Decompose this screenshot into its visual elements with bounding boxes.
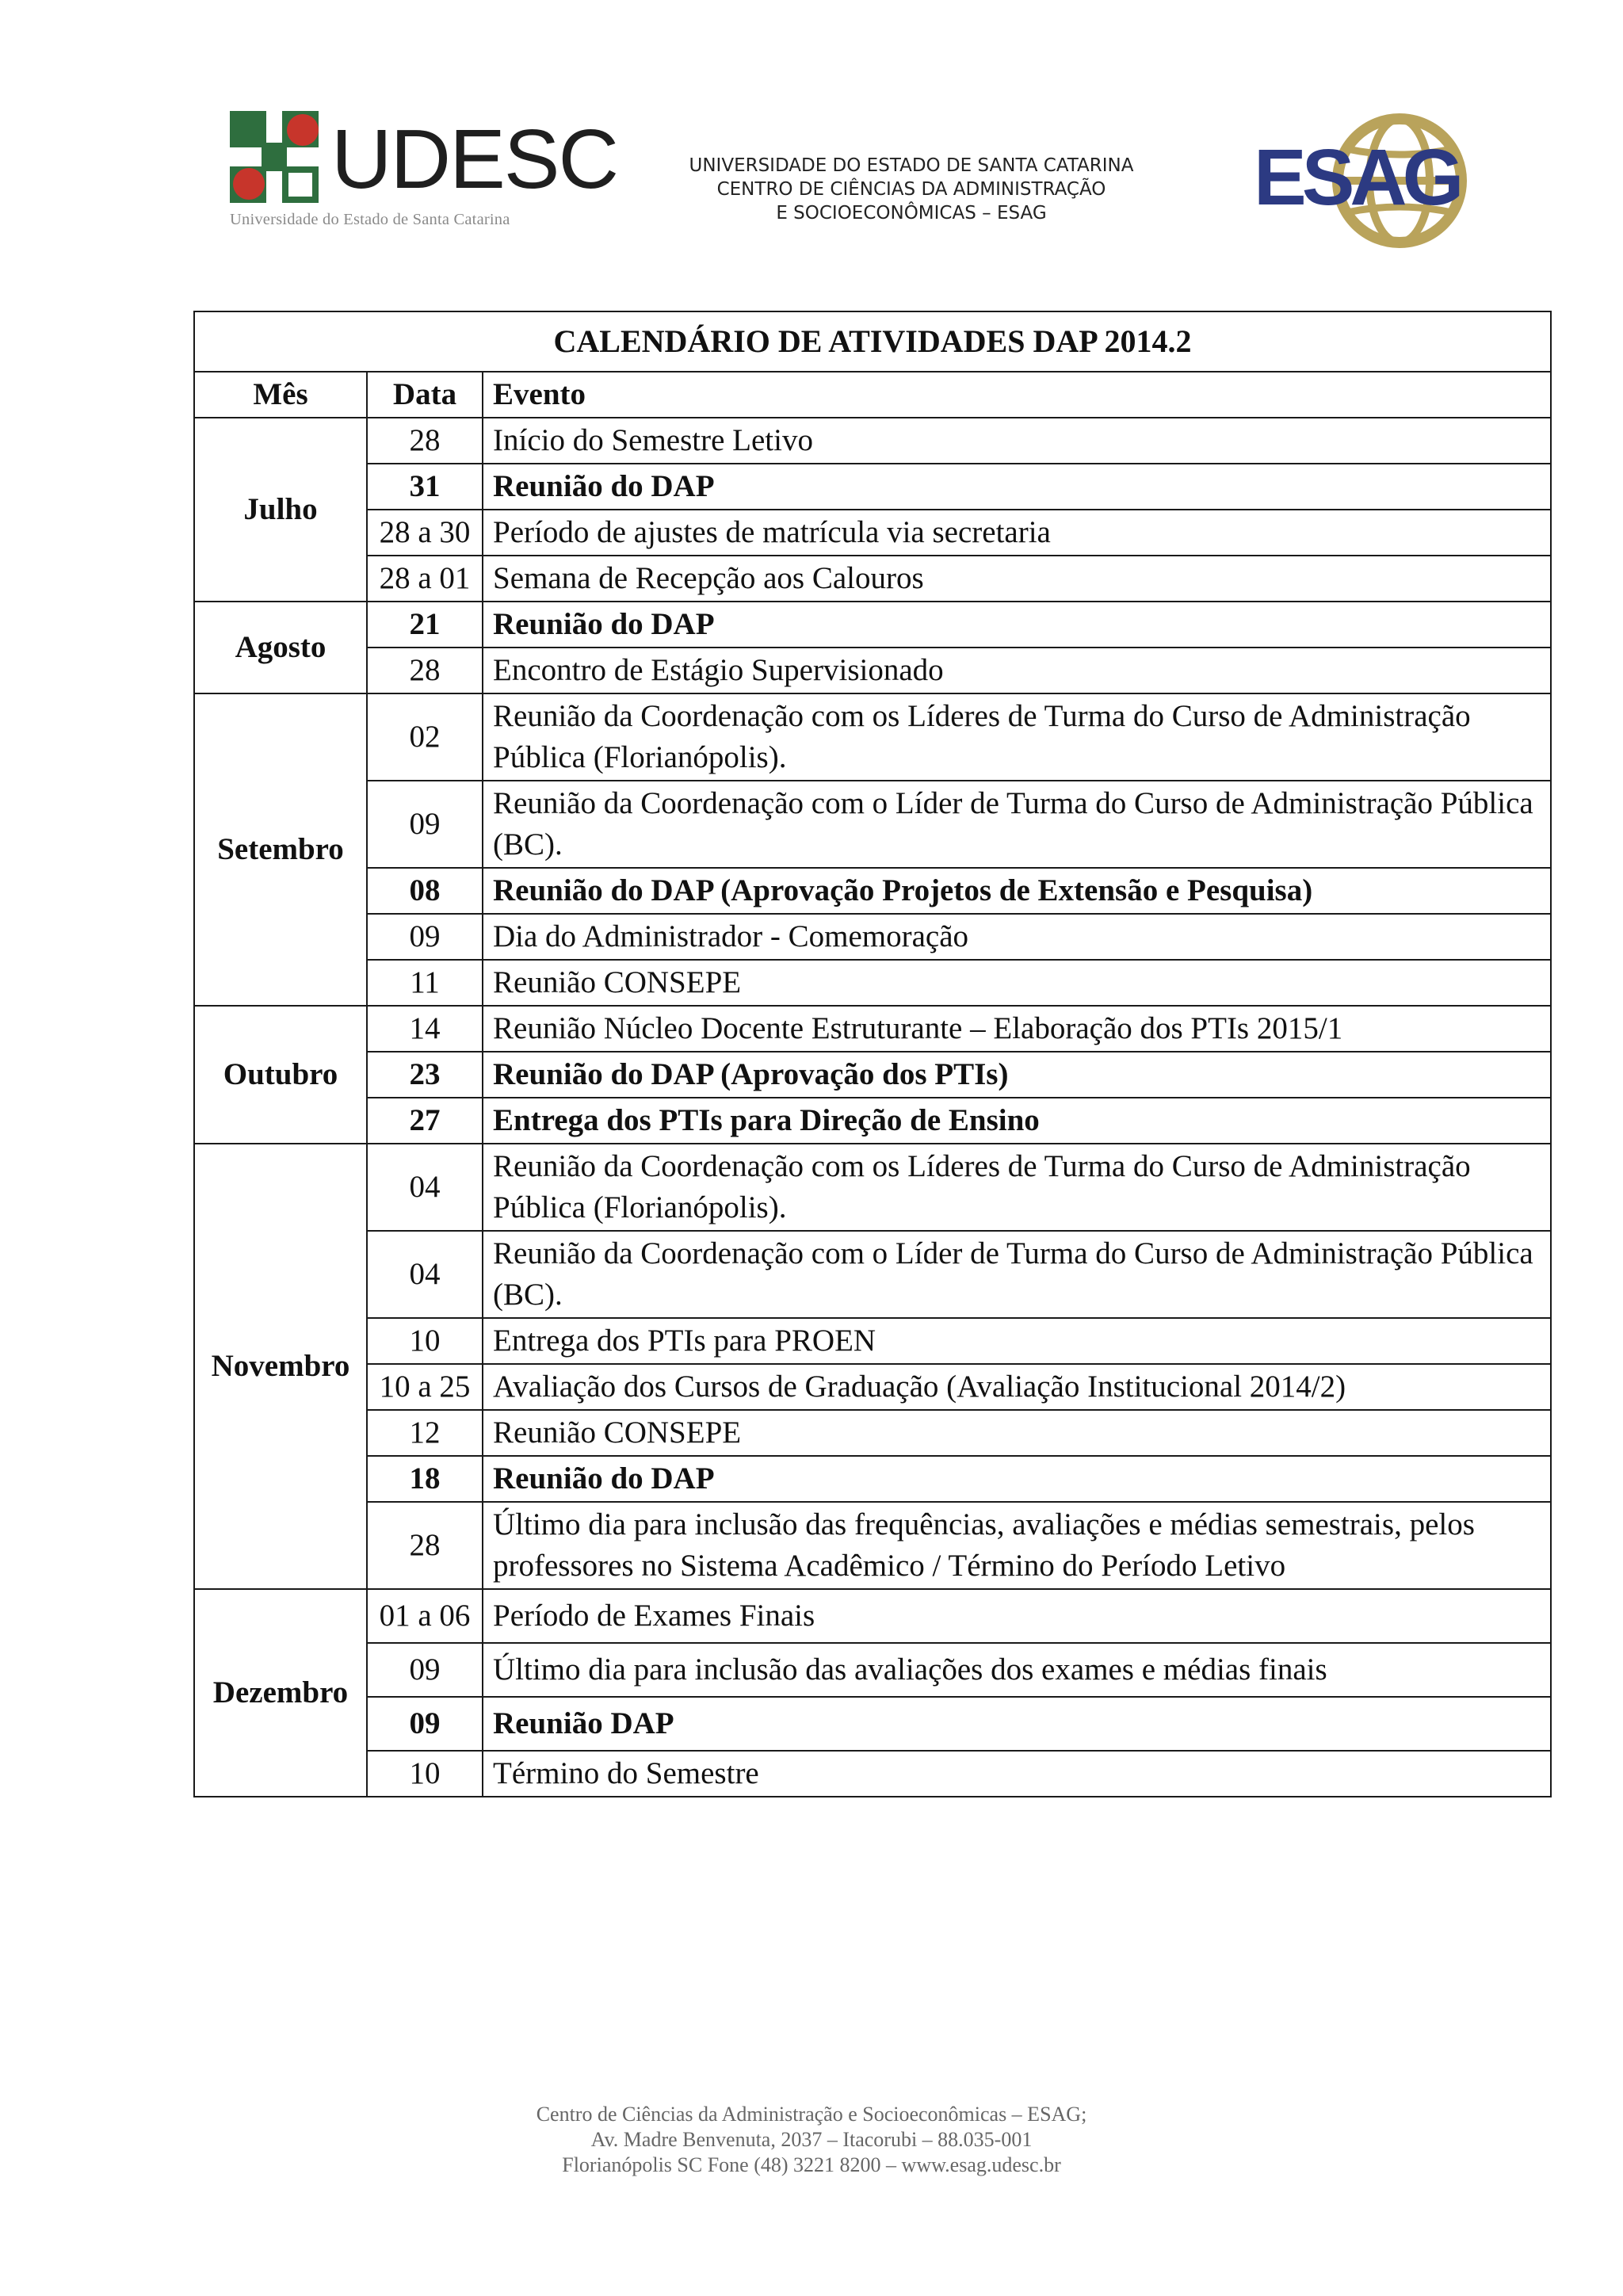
- date-cell: 27: [367, 1098, 483, 1144]
- page-footer: [0, 2102, 1623, 2178]
- event-cell: Término do Semestre: [483, 1751, 1551, 1797]
- month-cell: Dezembro: [194, 1589, 367, 1797]
- calendar-title: CALENDÁRIO DE ATIVIDADES DAP 2014.2: [194, 311, 1551, 372]
- date-cell: 12: [367, 1410, 483, 1456]
- date-cell: 21: [367, 602, 483, 648]
- institution-line: E SOCIOECONÔMICAS – ESAG: [776, 203, 1047, 223]
- event-cell: Período de Exames Finais: [483, 1589, 1551, 1643]
- month-cell: Julho: [194, 418, 367, 602]
- event-cell: Semana de Recepção aos Calouros: [483, 556, 1551, 602]
- table-row: [194, 1643, 1551, 1697]
- table-row: [194, 1231, 1551, 1318]
- table-row: [194, 1364, 1551, 1410]
- institution-line: UNIVERSIDADE DO ESTADO DE SANTA CATARINA: [689, 155, 1134, 176]
- page-header: [0, 0, 1623, 269]
- event-cell: Reunião da Coordenação com os Líderes de Turma do Curso de Administração Pública (Florianópolis).: [483, 1144, 1551, 1231]
- event-cell: Reunião do DAP: [483, 1456, 1551, 1502]
- date-cell: 23: [367, 1052, 483, 1098]
- column-header-month: Mês: [194, 372, 367, 418]
- udesc-subtitle: Universidade do Estado de Santa Catarina: [230, 211, 510, 228]
- date-cell: 04: [367, 1231, 483, 1318]
- table-row: [194, 1052, 1551, 1098]
- event-cell: Reunião do DAP (Aprovação Projetos de Extensão e Pesquisa): [483, 868, 1551, 914]
- date-cell: 08: [367, 868, 483, 914]
- esag-wordmark: ESAG: [1254, 133, 1460, 222]
- institution-line: CENTRO DE CIÊNCIAS DA ADMINISTRAÇÃO: [716, 179, 1106, 200]
- event-cell: Reunião Núcleo Docente Estruturante – Elaboração dos PTIs 2015/1: [483, 1006, 1551, 1052]
- table-row: [194, 1589, 1551, 1643]
- footer-line: Centro de Ciências da Administração e Socioeconômicas – ESAG;: [536, 2103, 1087, 2126]
- date-cell: 04: [367, 1144, 483, 1231]
- table-row: [194, 914, 1551, 960]
- column-header-date: Data: [367, 372, 483, 418]
- event-cell: Reunião da Coordenação com o Líder de Turma do Curso de Administração Pública (BC).: [483, 781, 1551, 868]
- event-cell: Período de ajustes de matrícula via secretaria: [483, 510, 1551, 556]
- esag-logo: [1244, 111, 1482, 254]
- institution-name: [634, 154, 1189, 225]
- date-cell: 28 a 30: [367, 510, 483, 556]
- table-row: [194, 1410, 1551, 1456]
- table-row: [194, 648, 1551, 693]
- event-cell: Início do Semestre Letivo: [483, 418, 1551, 464]
- activities-calendar-table: [193, 311, 1552, 1797]
- table-row: [194, 1502, 1551, 1589]
- table-row: [194, 1456, 1551, 1502]
- table-row: [194, 1697, 1551, 1751]
- date-cell: 28 a 01: [367, 556, 483, 602]
- udesc-wordmark: UDESC: [331, 113, 618, 206]
- date-cell: 10: [367, 1318, 483, 1364]
- date-cell: 01 a 06: [367, 1589, 483, 1643]
- table-row: [194, 464, 1551, 510]
- event-cell: Reunião da Coordenação com o Líder de Turma do Curso de Administração Pública (BC).: [483, 1231, 1551, 1318]
- event-cell: Reunião do DAP: [483, 602, 1551, 648]
- date-cell: 31: [367, 464, 483, 510]
- event-cell: Dia do Administrador - Comemoração: [483, 914, 1551, 960]
- table-row: [194, 418, 1551, 464]
- date-cell: 14: [367, 1006, 483, 1052]
- date-cell: 28: [367, 648, 483, 693]
- column-header-event: Evento: [483, 372, 1551, 418]
- table-row: [194, 602, 1551, 648]
- date-cell: 09: [367, 1697, 483, 1751]
- table-row: [194, 1318, 1551, 1364]
- table-row: [194, 960, 1551, 1006]
- event-cell: Entrega dos PTIs para PROEN: [483, 1318, 1551, 1364]
- event-cell: Avaliação dos Cursos de Graduação (Avaliação Institucional 2014/2): [483, 1364, 1551, 1410]
- event-cell: Reunião DAP: [483, 1697, 1551, 1751]
- table-row: [194, 781, 1551, 868]
- event-cell: Último dia para inclusão das avaliações dos exames e médias finais: [483, 1643, 1551, 1697]
- table-row: [194, 693, 1551, 781]
- table-row: [194, 868, 1551, 914]
- month-cell: Agosto: [194, 602, 367, 693]
- month-cell: Setembro: [194, 693, 367, 1006]
- event-cell: Encontro de Estágio Supervisionado: [483, 648, 1551, 693]
- date-cell: 28: [367, 1502, 483, 1589]
- table-row: [194, 556, 1551, 602]
- udesc-emblem-icon: [230, 111, 319, 203]
- date-cell: 11: [367, 960, 483, 1006]
- date-cell: 18: [367, 1456, 483, 1502]
- date-cell: 10: [367, 1751, 483, 1797]
- table-row: [194, 1006, 1551, 1052]
- event-cell: Reunião do DAP: [483, 464, 1551, 510]
- date-cell: 02: [367, 693, 483, 781]
- date-cell: 09: [367, 1643, 483, 1697]
- table-row: [194, 1144, 1551, 1231]
- event-cell: Último dia para inclusão das frequências, avaliações e médias semestrais, pelos professores no Sistema Acadêmico / Término do Período Letivo: [483, 1502, 1551, 1589]
- date-cell: 09: [367, 914, 483, 960]
- date-cell: 10 a 25: [367, 1364, 483, 1410]
- event-cell: Reunião CONSEPE: [483, 1410, 1551, 1456]
- event-cell: Reunião do DAP (Aprovação dos PTIs): [483, 1052, 1551, 1098]
- udesc-logo: [230, 111, 618, 238]
- month-cell: Outubro: [194, 1006, 367, 1144]
- footer-line: Florianópolis SC Fone (48) 3221 8200 – www.esag.udesc.br: [562, 2153, 1061, 2176]
- event-cell: Reunião CONSEPE: [483, 960, 1551, 1006]
- month-cell: Novembro: [194, 1144, 367, 1589]
- table-header-row: [194, 372, 1551, 418]
- date-cell: 09: [367, 781, 483, 868]
- table-row: [194, 1751, 1551, 1797]
- event-cell: Entrega dos PTIs para Direção de Ensino: [483, 1098, 1551, 1144]
- table-row: [194, 510, 1551, 556]
- date-cell: 28: [367, 418, 483, 464]
- footer-line: Av. Madre Benvenuta, 2037 – Itacorubi – 88.035-001: [590, 2128, 1033, 2151]
- table-row: [194, 1098, 1551, 1144]
- event-cell: Reunião da Coordenação com os Líderes de Turma do Curso de Administração Pública (Florianópolis).: [483, 693, 1551, 781]
